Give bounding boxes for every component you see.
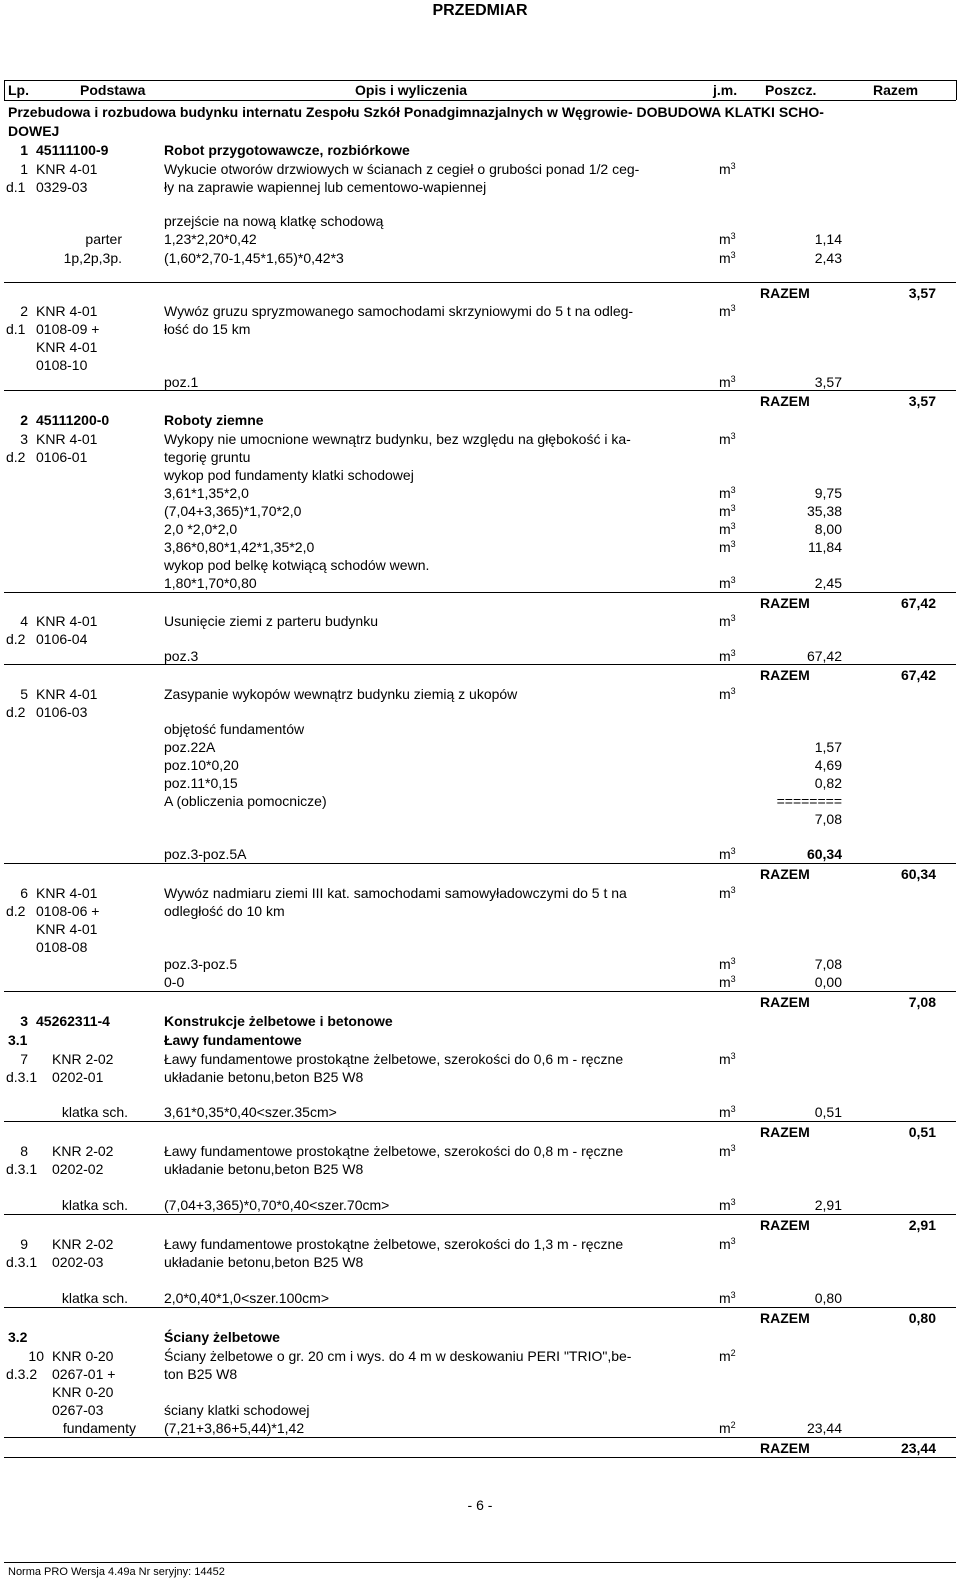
calc-value: 60,34 — [806, 846, 842, 862]
calc-value: 2,43 — [814, 250, 842, 266]
item-basis: KNR 4-01 — [36, 339, 98, 355]
item-separator — [4, 1121, 956, 1122]
section-name: Konstrukcje żelbetowe i betonowe — [164, 1013, 393, 1029]
calc-value: 0,51 — [814, 1104, 842, 1120]
razem-value: 0,80 — [908, 1310, 936, 1326]
header-jm: j.m. — [713, 82, 738, 98]
item-description: układanie betonu,beton B25 W8 — [164, 1161, 364, 1177]
razem-value: 23,44 — [900, 1440, 936, 1456]
item-basis: KNR 4-01 — [36, 431, 98, 447]
razem-label: RAZEM — [760, 866, 810, 882]
item-number: 9 — [20, 1236, 28, 1252]
calc-value: 7,08 — [814, 811, 842, 827]
item-basis: 0108-09 + — [36, 321, 100, 337]
item-basis: 0108-08 — [36, 939, 88, 955]
razem-label: RAZEM — [760, 393, 810, 409]
calc-value: 3,57 — [814, 374, 842, 390]
item-unit: $m^3$ — [719, 431, 736, 447]
item-basis: KNR 4-01 — [36, 885, 98, 901]
page-number: - 6 - — [467, 1497, 493, 1513]
item-separator — [4, 592, 956, 593]
item-basis: 0106-03 — [36, 704, 88, 720]
item-basis: 0106-01 — [36, 449, 88, 465]
calc-note: objętość fundamentów — [164, 721, 305, 737]
item-basis: KNR 4-01 — [36, 613, 98, 629]
calc-unit: $m^3$ — [719, 1104, 736, 1120]
item-description: układanie betonu,beton B25 W8 — [164, 1254, 364, 1270]
calc-value: 0,82 — [814, 775, 842, 791]
calc-separator: ======== — [776, 793, 842, 809]
item-unit: $m^3$ — [719, 613, 736, 629]
calc-value: 4,69 — [814, 757, 842, 773]
item-description: Wywóz nadmiaru ziemi III kat. samochodami samowyładowczymi do 5 t na — [164, 885, 627, 901]
calc-label: parter — [85, 231, 122, 247]
item-unit: $m^3$ — [719, 303, 736, 319]
header-border-left — [4, 80, 5, 100]
item-description: Wykucie otworów drzwiowych w ścianach z cegieł o grubości ponad 1/2 ceg- — [164, 161, 640, 177]
calc-formula: poz.3-poz.5A — [164, 846, 247, 862]
calc-formula: (7,04+3,365)*1,70*2,0 — [164, 503, 302, 519]
section-name: Roboty ziemne — [164, 412, 264, 428]
header-lp: Lp. — [8, 82, 29, 98]
razem-value: 3,57 — [908, 285, 936, 301]
calc-label: klatka sch. — [61, 1104, 128, 1120]
header-podstawa: Podstawa — [80, 82, 146, 98]
footer-text: Norma PRO Wersja 4.49a Nr seryjny: 14452 — [8, 1566, 225, 1578]
calc-formula: poz.10*0,20 — [164, 757, 239, 773]
item-description: układanie betonu,beton B25 W8 — [164, 1069, 364, 1085]
calc-formula: poz.11*0,15 — [164, 775, 238, 791]
item-chapter: d.3.2 — [6, 1366, 38, 1382]
item-basis: 0267-01 + — [52, 1366, 116, 1382]
item-unit: $m^3$ — [719, 885, 736, 901]
item-unit: $m^3$ — [719, 1051, 736, 1067]
item-description: ton B25 W8 — [164, 1366, 238, 1382]
razem-value: 67,42 — [900, 667, 936, 683]
calc-value: 8,00 — [814, 521, 842, 537]
item-unit: $m^3$ — [719, 1236, 736, 1252]
item-basis: 0267-03 — [52, 1402, 104, 1418]
page-title: PRZEDMIAR — [432, 2, 528, 19]
razem-value: 60,34 — [900, 866, 936, 882]
calc-unit: $m^3$ — [719, 503, 736, 519]
calc-unit: $m^3$ — [719, 974, 736, 990]
project-title-line2: DOWEJ — [8, 123, 60, 139]
item-chapter: d.1 — [6, 321, 26, 337]
razem-value: 7,08 — [908, 994, 936, 1010]
calc-value: 11,84 — [808, 539, 842, 555]
item-unit: $m^3$ — [719, 686, 736, 702]
calc-unit: $m^3$ — [719, 231, 736, 247]
calc-unit: $m^3$ — [719, 846, 736, 862]
item-basis: 0108-06 + — [36, 903, 100, 919]
item-number: 6 — [20, 885, 28, 901]
calc-label: klatka sch. — [61, 1290, 128, 1306]
calc-note: wykop pod belkę kotwiącą schodów wewn. — [164, 557, 430, 573]
item-chapter: d.2 — [6, 449, 26, 465]
calc-formula: 3,61*1,35*2,0 — [164, 485, 249, 501]
item-separator — [4, 991, 956, 992]
section-number: 3 — [20, 1013, 28, 1029]
razem-label: RAZEM — [760, 595, 810, 611]
section-number: 1 — [20, 142, 28, 158]
calc-value: 9,75 — [814, 485, 842, 501]
item-separator — [4, 863, 956, 864]
subsection-number: 3.2 — [8, 1329, 28, 1345]
item-description: odległość do 10 km — [164, 903, 285, 919]
item-number: 4 — [20, 613, 28, 629]
calc-unit: $m^3$ — [719, 956, 736, 972]
item-description: Wywóz gruzu spryzmowanego samochodami skrzyniowymi do 5 t na odleg- — [164, 303, 634, 319]
calc-formula: 3,61*0,35*0,40<szer.35cm> — [164, 1104, 337, 1120]
header-razem: Razem — [873, 82, 919, 98]
calc-unit: $m^2$ — [719, 1420, 736, 1436]
subsection-name: Ławy fundamentowe — [164, 1032, 302, 1048]
item-number: 2 — [20, 303, 28, 319]
item-basis: 0108-10 — [36, 357, 88, 373]
razem-label: RAZEM — [760, 994, 810, 1010]
item-separator — [4, 282, 956, 283]
calc-unit: $m^3$ — [719, 250, 736, 266]
calc-value: 0,00 — [814, 974, 842, 990]
item-basis: 0202-03 — [52, 1254, 104, 1270]
item-unit: $m^2$ — [719, 1348, 736, 1364]
item-description: łość do 15 km — [164, 321, 251, 337]
calc-formula: 2,0*0,40*1,0<szer.100cm> — [164, 1290, 330, 1306]
item-unit: $m^3$ — [719, 1143, 736, 1159]
item-basis: 0106-04 — [36, 631, 88, 647]
item-description: Ściany żelbetowe o gr. 20 cm i wys. do 4 m w deskowaniu PERI "TRIO",be- — [164, 1348, 632, 1364]
calc-unit: $m^3$ — [719, 1197, 736, 1213]
item-number: 8 — [20, 1143, 28, 1159]
item-basis: KNR 4-01 — [36, 161, 98, 177]
calc-formula: poz.3 — [164, 648, 199, 664]
calc-note: wykop pod fundamenty klatki schodowej — [164, 467, 414, 483]
razem-value: 3,57 — [908, 393, 936, 409]
calc-label: 1p,2p,3p. — [63, 250, 122, 266]
calc-unit: $m^3$ — [719, 575, 736, 591]
item-basis: KNR 4-01 — [36, 921, 98, 937]
item-chapter: d.2 — [6, 903, 26, 919]
calc-formula: (7,04+3,365)*0,70*0,40<szer.70cm> — [164, 1197, 390, 1213]
header-opis: Opis i wyliczenia — [355, 82, 468, 98]
item-description: Ławy fundamentowe prostokątne żelbetowe, szerokości do 0,8 m - ręczne — [164, 1143, 624, 1159]
item-description: Wykopy nie umocnione wewnątrz budynku, bez względu na głębokość i ka- — [164, 431, 631, 447]
calc-note: ściany klatki schodowej — [164, 1402, 310, 1418]
calc-value: 0,80 — [814, 1290, 842, 1306]
item-basis: KNR 2-02 — [52, 1143, 114, 1159]
calc-value: 2,45 — [814, 575, 842, 591]
item-basis: KNR 4-01 — [36, 303, 98, 319]
calc-unit: $m^3$ — [719, 1290, 736, 1306]
item-number: 5 — [20, 686, 28, 702]
calc-value: 35,38 — [806, 503, 842, 519]
header-bottom-rule — [4, 100, 956, 101]
item-number: 7 — [20, 1051, 28, 1067]
item-chapter: d.1 — [6, 179, 26, 195]
item-unit: $m^3$ — [719, 161, 736, 177]
item-number: 3 — [20, 431, 28, 447]
item-basis: KNR 0-20 — [52, 1384, 114, 1400]
razem-label: RAZEM — [760, 285, 810, 301]
calc-unit: $m^3$ — [719, 485, 736, 501]
calc-unit: $m^3$ — [719, 521, 736, 537]
section-code: 45111100-9 — [36, 142, 109, 158]
calc-value: 23,44 — [806, 1420, 842, 1436]
calc-formula: poz.1 — [164, 374, 199, 390]
item-separator — [4, 1307, 956, 1308]
subsection-name: Ściany żelbetowe — [164, 1329, 280, 1345]
razem-label: RAZEM — [760, 1440, 810, 1456]
calc-formula: 1,23*2,20*0,42 — [164, 231, 257, 247]
header-border-right — [956, 80, 957, 100]
razem-value: 0,51 — [908, 1124, 936, 1140]
item-chapter: d.3.1 — [6, 1069, 38, 1085]
calc-value: 7,08 — [814, 956, 842, 972]
item-basis: KNR 4-01 — [36, 686, 98, 702]
item-basis: 0202-01 — [52, 1069, 104, 1085]
calc-value: 1,57 — [814, 739, 842, 755]
item-description: Ławy fundamentowe prostokątne żelbetowe, szerokości do 0,6 m - ręczne — [164, 1051, 624, 1067]
item-separator — [4, 390, 956, 391]
calc-unit: $m^3$ — [719, 374, 736, 390]
calc-unit: $m^3$ — [719, 648, 736, 664]
project-title-line1: Przebudowa i rozbudowa budynku internatu Zespołu Szkół Ponadgimnazjalnych w Węgrowie- DOBUDOWA KLATKI SCHO- — [8, 104, 824, 120]
razem-label: RAZEM — [760, 1217, 810, 1233]
calc-label: fundamenty — [62, 1420, 136, 1436]
table-bottom-rule — [4, 1457, 956, 1458]
calc-formula: 2,0 *2,0*2,0 — [164, 521, 238, 537]
item-description: tegorię gruntu — [164, 449, 251, 465]
item-number: 10 — [28, 1348, 44, 1364]
calc-formula: 1,80*1,70*0,80 — [164, 575, 257, 591]
footer-rule — [4, 1562, 956, 1563]
header-poszcz: Poszcz. — [765, 82, 817, 98]
item-description: ły na zaprawie wapiennej lub cementowo-wapiennej — [164, 179, 487, 195]
item-basis: KNR 0-20 — [52, 1348, 114, 1364]
calc-value: 67,42 — [806, 648, 842, 664]
item-chapter: d.2 — [6, 631, 26, 647]
calc-unit: $m^3$ — [719, 539, 736, 555]
item-description: Zasypanie wykopów wewnątrz budynku ziemią z ukopów — [164, 686, 518, 702]
section-number: 2 — [20, 412, 28, 428]
item-basis: 0202-02 — [52, 1161, 104, 1177]
razem-value: 2,91 — [908, 1217, 936, 1233]
item-description: Usunięcie ziemi z parteru budynku — [164, 613, 378, 629]
calc-formula: poz.3-poz.5 — [164, 956, 238, 972]
item-number: 1 — [20, 161, 28, 177]
razem-label: RAZEM — [760, 667, 810, 683]
razem-value: 67,42 — [900, 595, 936, 611]
subsection-number: 3.1 — [8, 1032, 28, 1048]
calc-value: 1,14 — [814, 231, 842, 247]
item-chapter: d.3.1 — [6, 1254, 38, 1270]
item-description: Ławy fundamentowe prostokątne żelbetowe, szerokości do 1,3 m - ręczne — [164, 1236, 624, 1252]
item-basis: KNR 2-02 — [52, 1236, 114, 1252]
calc-label: klatka sch. — [61, 1197, 128, 1213]
section-code: 45111200-0 — [36, 412, 110, 428]
item-separator — [4, 1214, 956, 1215]
item-separator — [4, 664, 956, 665]
razem-label: RAZEM — [760, 1124, 810, 1140]
calc-value: 2,91 — [814, 1197, 842, 1213]
item-basis: KNR 2-02 — [52, 1051, 114, 1067]
calc-formula: 0-0 — [164, 974, 185, 990]
item-separator — [4, 1437, 956, 1438]
section-name: Robot przygotowawcze, rozbiórkowe — [164, 142, 410, 158]
calc-formula: A (obliczenia pomocnicze) — [164, 793, 327, 809]
item-chapter: d.2 — [6, 704, 26, 720]
razem-label: RAZEM — [760, 1310, 810, 1326]
item-chapter: d.3.1 — [6, 1161, 38, 1177]
calc-formula: (1,60*2,70-1,45*1,65)*0,42*3 — [164, 250, 344, 266]
calc-formula: poz.22A — [164, 739, 216, 755]
item-basis: 0329-03 — [36, 179, 88, 195]
section-code: 45262311-4 — [36, 1013, 110, 1029]
calc-note: przejście na nową klatkę schodową — [164, 213, 384, 229]
calc-formula: 3,86*0,80*1,42*1,35*2,0 — [164, 539, 315, 555]
calc-formula: (7,21+3,86+5,44)*1,42 — [164, 1420, 305, 1436]
